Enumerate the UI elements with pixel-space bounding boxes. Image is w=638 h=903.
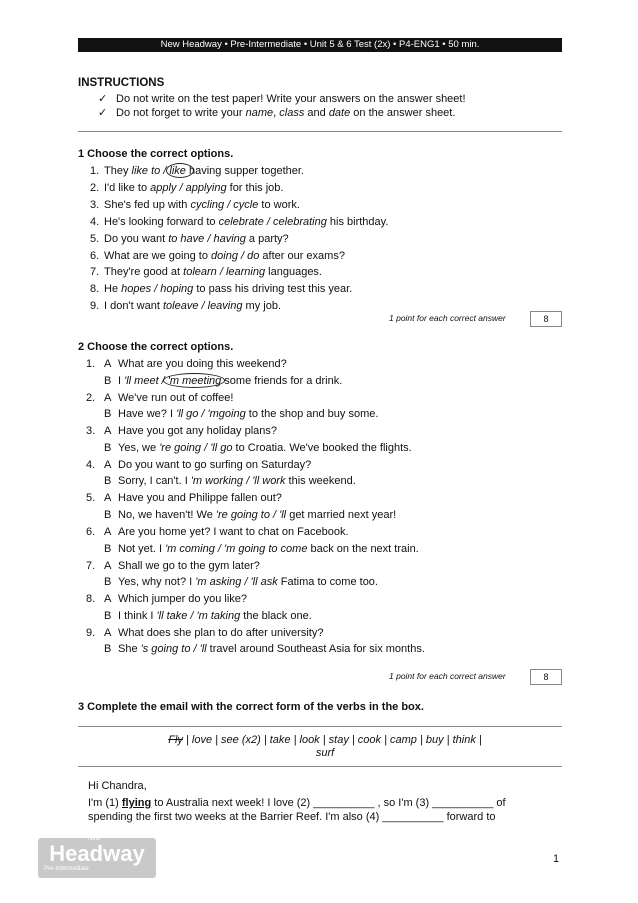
blank-4: __________ [382, 811, 444, 823]
section2-heading: 2 Choose the correct options. [78, 341, 234, 353]
email-line-1: I'm (1) flying to Australia next week! I love (2) __________ , so I'm (3) __________ of [88, 797, 506, 809]
blank-2: __________ [313, 797, 375, 809]
section2-item-a: 9. A What does she plan to do after university? [86, 626, 324, 639]
section1-points-note: 1 point for each correct answer [389, 313, 506, 323]
section2-item-b: B She 's going to / 'll travel around Southeast Asia for six months. [104, 643, 425, 656]
wordbox-top-rule [78, 726, 562, 727]
section2-item-b: B I 'll meet / 'm meeting some friends for a drink. [104, 374, 343, 387]
section2-item-b: B No, we haven't! We 're going to / 'll get married next year! [104, 508, 397, 521]
section2-item-a: 7. A Shall we go to the gym later? [86, 559, 260, 572]
answer-options: like to / like [131, 165, 186, 177]
answer-circle [166, 163, 194, 178]
answer-options: apply / applying [150, 181, 227, 194]
example-answer: flying [121, 797, 152, 809]
section1-item: 4. He's looking forward to celebrate / celebrating his birthday. [90, 215, 389, 228]
blank-3: __________ [432, 797, 494, 809]
check-icon: ✓ [98, 93, 108, 105]
answer-options: 'm coming / 'm going to come [165, 542, 308, 555]
answer-options: celebrate / celebrating [218, 215, 327, 228]
divider [78, 131, 562, 132]
section2-item-b: B Not yet. I 'm coming / 'm going to come back on the next train. [104, 542, 419, 555]
answer-options: 're going / 'll go [159, 441, 233, 454]
section2-score-box: 8 [530, 669, 562, 685]
section2-item-a: 4. A Do you want to go surfing on Saturday? [86, 458, 312, 471]
section1-item: 9. I don't want toleave / leaving my job. [90, 300, 281, 313]
email-greeting: Hi Chandra, [88, 780, 147, 792]
section1-item: 5. Do you want to have / having a party? [90, 232, 289, 245]
header-bar: New Headway • Pre-Intermediate • Unit 5 & 6 Test (2x) • P4-ENG1 • 50 min. [78, 38, 562, 52]
answer-options: hopes / hoping [121, 283, 194, 296]
page-number: 1 [553, 853, 560, 865]
wordbox-bottom-rule [78, 766, 562, 767]
section2-item-a: 1. A What are you doing this weekend? [86, 358, 287, 370]
section2-item-a: 2. A We've run out of coffee! [86, 391, 234, 404]
section1-heading: 1 Choose the correct options. [78, 148, 234, 160]
answer-options: 'm asking / 'll ask [195, 576, 278, 589]
instructions-title: INSTRUCTIONS [78, 77, 165, 89]
instruction-line-2: ✓ Do not forget to write your name, class and date on the answer sheet. [98, 107, 456, 119]
section2-item-b: B Yes, we 're going / 'll go to Croatia. We've booked the flights. [104, 441, 412, 454]
instruction-line-1: ✓ Do not write on the test paper! Write your answers on the answer sheet! [98, 93, 466, 105]
section1-item: 2. I'd like to apply / applying for this job. [90, 181, 284, 194]
section1-item: 3. She's fed up with cycling / cycle to work. [90, 198, 300, 211]
answer-circle [163, 373, 225, 388]
headway-logo: New Headway Pre-Intermediate [38, 838, 156, 878]
section2-item-b: B I think I 'll take / 'm taking the black one. [104, 609, 312, 622]
section1-item: 6. What are we going to doing / do after our exams? [90, 249, 345, 262]
email-line-2: spending the first two weeks at the Barrier Reef. I'm also (4) __________ forward to [88, 811, 496, 823]
section3-heading: 3 Complete the email with the correct form of the verbs in the box. [78, 701, 424, 713]
section2-item-b: B Have we? I 'll go / 'mgoing to the shop and buy some. [104, 408, 379, 421]
answer-options: doing / do [211, 249, 260, 262]
answer-options: cycling / cycle [190, 198, 259, 211]
answer-options: 'm working / 'll work [190, 475, 286, 488]
section2-item-a: 6. A Are you home yet? I want to chat on Facebook. [86, 526, 349, 538]
answer-options: 'll take / 'm taking [156, 609, 241, 622]
answer-options: tolearn / learning [183, 266, 266, 279]
section1-item: 7. They're good at tolearn / learning languages. [90, 266, 322, 279]
verb-box: Fly | love | see (x2) | take | look | stay | cook | camp | buy | think | surf [168, 734, 482, 759]
section1-item: 8. He hopes / hoping to pass his driving test this year. [90, 283, 353, 296]
answer-options: to have / having [168, 232, 246, 245]
verb-box-used-word: Fly [168, 734, 183, 746]
section2-item-b: B Yes, why not? I 'm asking / 'll ask Fatima to come too. [104, 576, 378, 589]
section1-item: 1. They like to / like having supper together. [90, 165, 304, 177]
answer-options: 'll go / 'mgoing [176, 408, 246, 421]
section2-item-a: 3. A Have you got any holiday plans? [86, 425, 277, 438]
section2-item-a: 5. A Have you and Philippe fallen out? [86, 492, 282, 505]
answer-options: 're going to / 'll [215, 508, 287, 521]
section2-item-a: 8. A Which jumper do you like? [86, 593, 248, 606]
answer-options: 'll meet / 'm meeting [124, 374, 222, 387]
answer-options: toleave / leaving [162, 300, 243, 313]
check-icon: ✓ [98, 107, 108, 119]
section2-points-note: 1 point for each correct answer [389, 671, 506, 681]
answer-options: 's going to / 'll [140, 643, 207, 656]
section2-item-b: B Sorry, I can't. I 'm working / 'll work this weekend. [104, 475, 356, 488]
section1-score-box: 8 [530, 311, 562, 327]
